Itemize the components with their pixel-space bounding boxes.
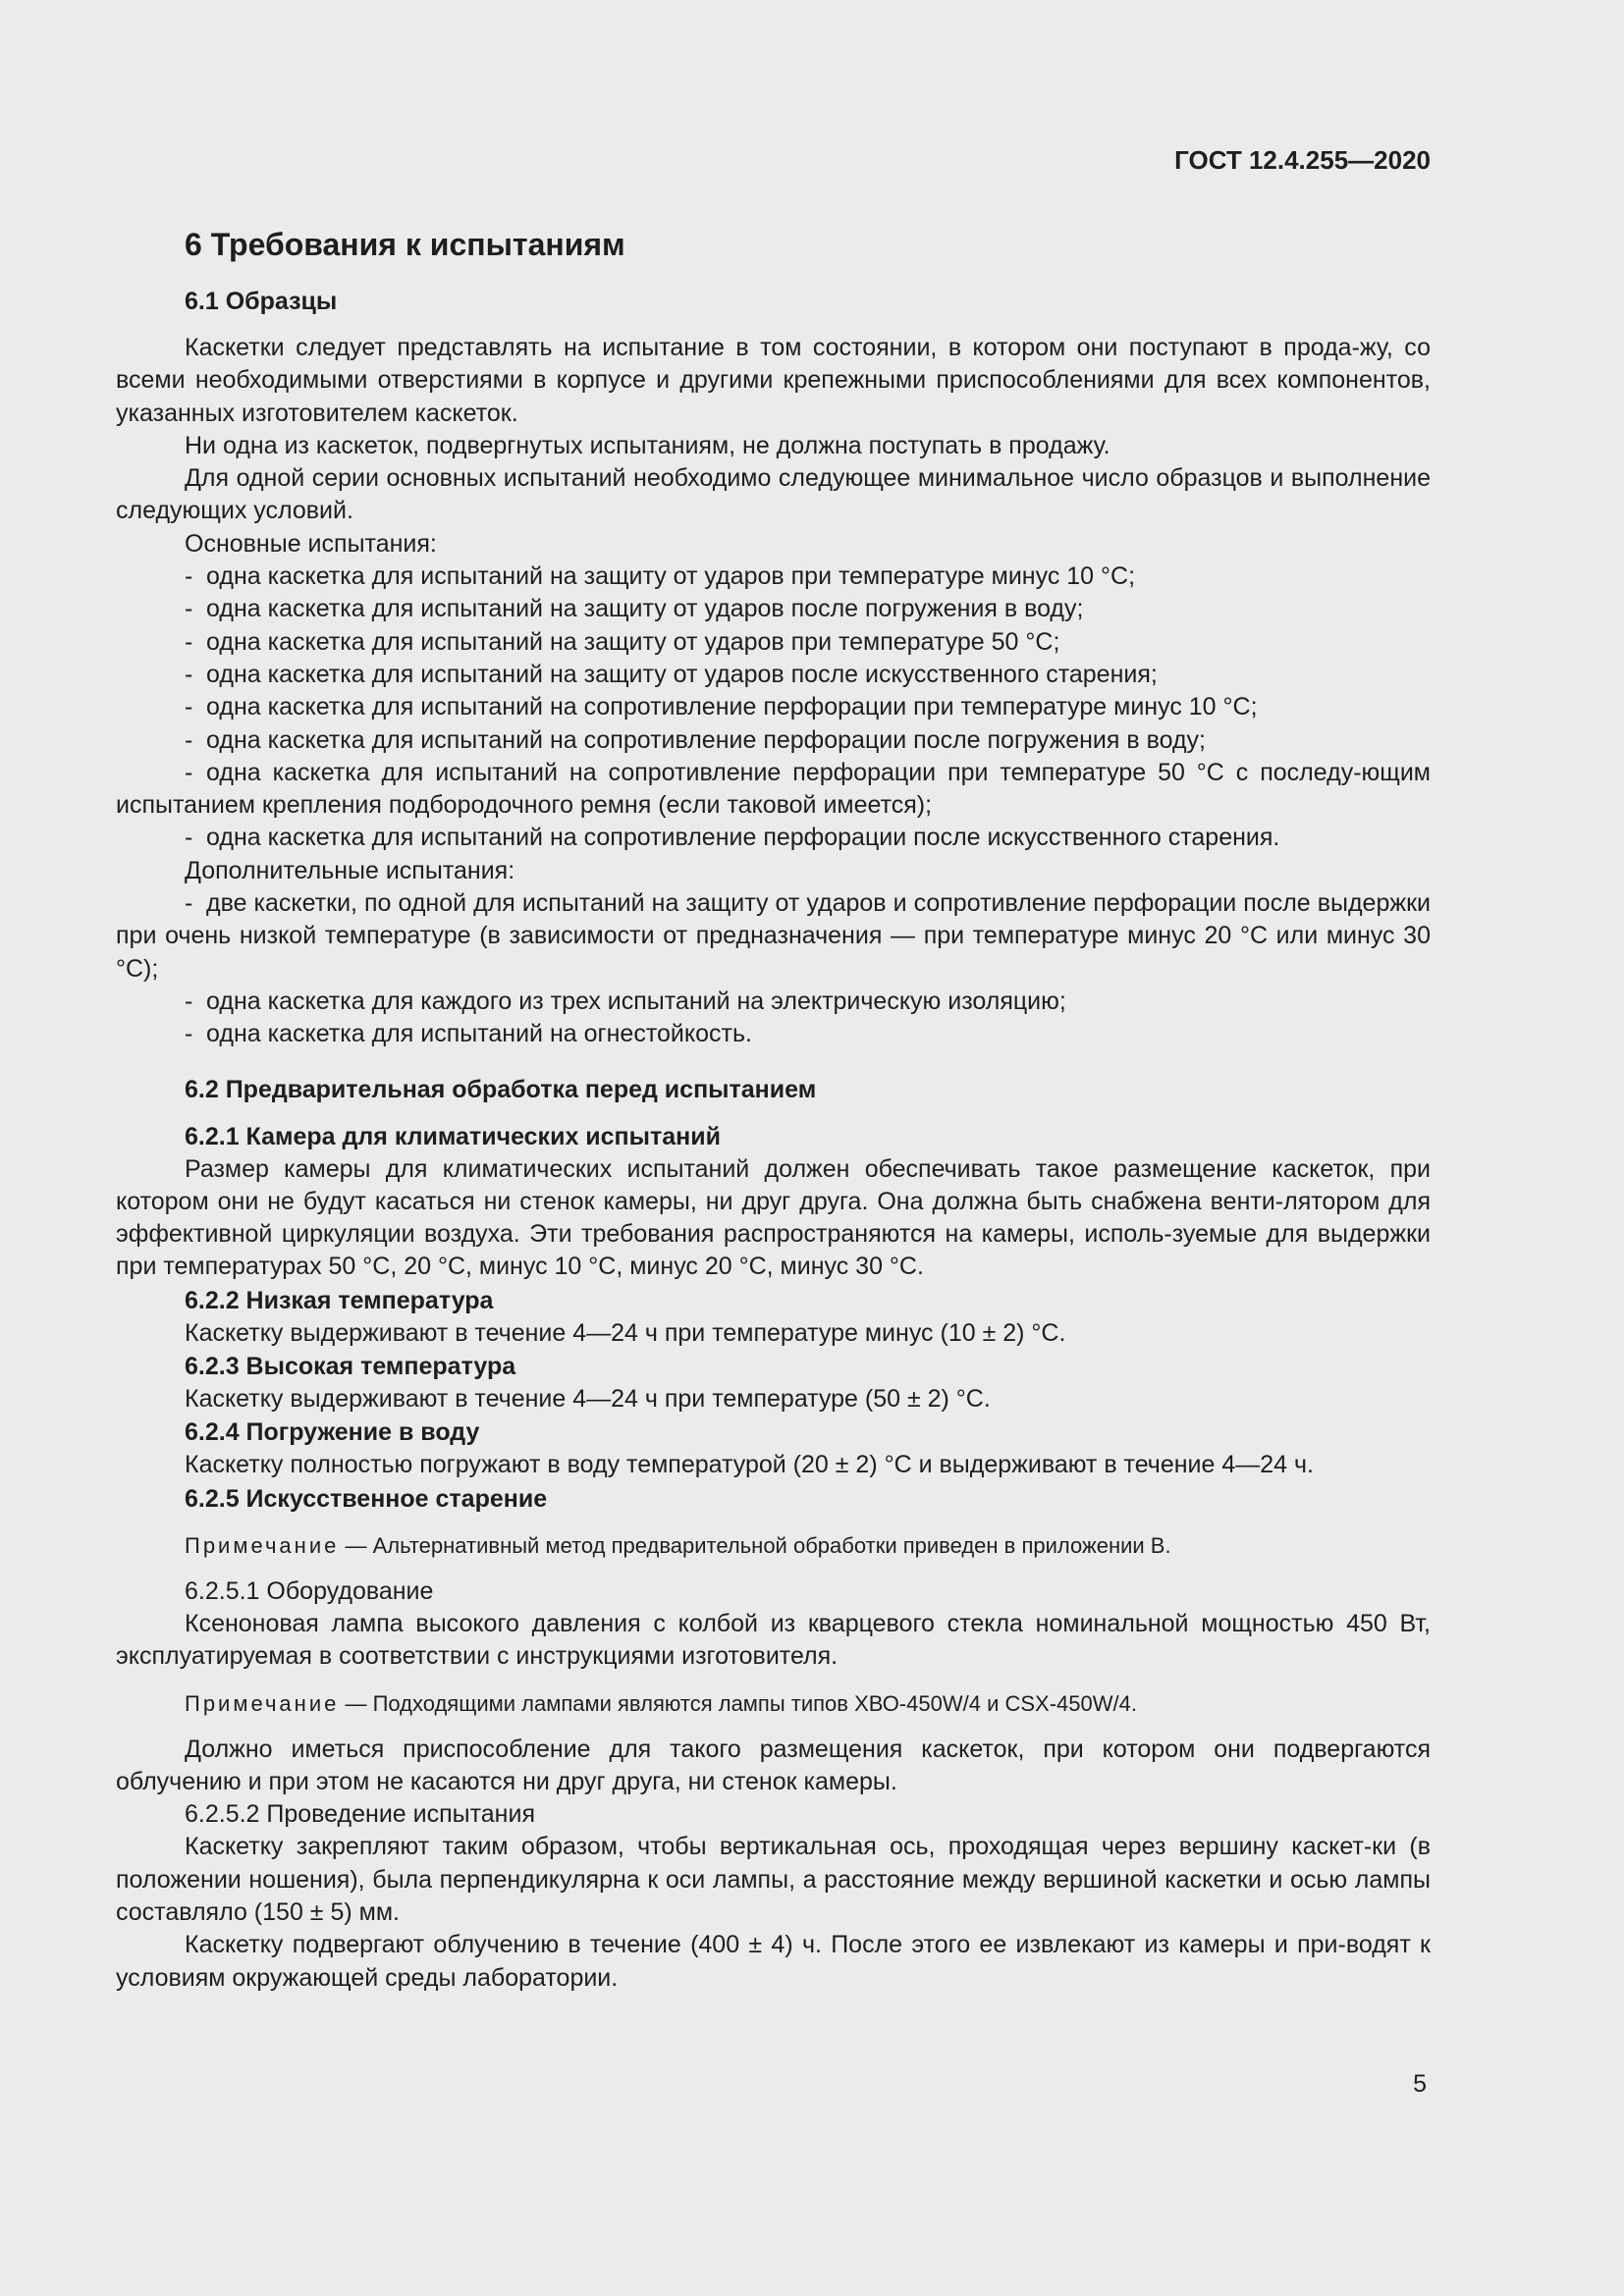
list-item: - одна каскетка для испытаний на защиту от ударов при температуре минус 10 °С; [185,562,1136,591]
note-label: Примечание [185,1690,340,1716]
paragraph: Должно иметься приспособление для такого размещения каскеток, при котором они подвергаются облучению и при этом не касаются ни друг друга, ни стенок камеры. [116,1735,1431,1795]
list-item: - две каскетки, по одной для испытаний на защиту от ударов и сопротивление перфорации после выдержки при очень низкой температуре (в зависимости от предназначения — при температуре минус 20 °С или минус 30 °С); [116,889,1431,983]
heading-6-2-4: 6.2.4 Погружение в воду [185,1418,480,1447]
note-label: Примечание [185,1532,340,1558]
paragraph: Каскетку закрепляют таким образом, чтобы вертикальная ось, проходящая через вершину каскет-ки (в положении ношения), была перпендикулярна к оси лампы, а расстояние между вершиной каскетки и осью лампы составляло (150 ± 5) мм. [116,1833,1431,1926]
list-item: - одна каскетка для каждого из трех испытаний на электрическую изоляцию; [185,987,1066,1015]
paragraph: Каскетки следует представлять на испытание в том состоянии, в котором они поступают в прода-жу, со всеми необходимыми отверстиями в корпусе и другими крепежными приспособлениями для всех компонентов, указанных изготовителем каскеток. [116,334,1431,427]
section-title: 6 Требования к испытаниям [185,227,625,262]
paragraph: Размер камеры для климатических испытаний должен обеспечивать такое размещение каскеток, при котором они не будут касаться ни стенок камеры, ни друг друга. Она должна быть снабжена венти-лятором для эффективной циркуляции воздуха. Эти требования распространяются на камеры, исполь-зуемые для выдержки при температурах 50 °С, 20 °С, минус 10 °С, минус 20 °С, минус 30 °С. [116,1154,1431,1281]
list-item: - одна каскетка для испытаний на сопротивление перфорации после искусственного старения. [185,824,1280,852]
basic-tests-label: Основные испытания: [185,529,437,558]
heading-6-2-5-1: 6.2.5.1 Оборудование [185,1576,434,1605]
heading-6-2-5: 6.2.5 Искусственное старение [185,1484,548,1513]
heading-6-2-3: 6.2.3 Высокая температура [185,1353,516,1381]
heading-6-2: 6.2 Предварительная обработка перед испытанием [185,1075,817,1103]
list-item: - одна каскетка для испытаний на сопротивление перфорации при температуре 50 °С с последу-ющим испытанием крепления подбородочного ремня (если таковой имеется); [116,758,1431,820]
list-item: - одна каскетка для испытаний на сопротивление перфорации при температуре минус 10 °С; [185,693,1258,721]
paragraph: Каскетку полностью погружают в воду температурой (20 ± 2) °С и выдерживают в течение 4—24 ч. [185,1451,1314,1479]
heading-6-2-2: 6.2.2 Низкая температура [185,1286,494,1314]
list-item: - одна каскетка для испытаний на защиту от ударов после искусственного старения; [185,660,1158,688]
paragraph: Каскетку подвергают облучению в течение (400 ± 4) ч. После этого ее извлекают из камеры и при-водят к условиям окружающей среды лаборатории. [116,1931,1431,1992]
heading-6-2-5-2: 6.2.5.2 Проведение испытания [185,1800,535,1829]
note: Примечание — Альтернативный метод предварительной обработки приведен в приложении В. [185,1532,1171,1558]
list-item: - одна каскетка для испытаний на защиту от ударов при температуре 50 °С; [185,627,1060,656]
paragraph: Каскетку выдерживают в течение 4—24 ч при температуре минус (10 ± 2) °С. [185,1318,1066,1347]
page-content [116,218,1431,1995]
heading-6-1: 6.1 Образцы [185,288,338,315]
list-item: - одна каскетка для испытаний на защиту от ударов после погружения в воду; [185,595,1084,623]
paragraph: Ни одна из каскеток, подвергнутых испытаниям, не должна поступать в продажу. [185,431,1110,459]
extra-tests-label: Дополнительные испытания: [185,856,515,884]
page-number: 5 [1413,2070,1427,2098]
list-item: - одна каскетка для испытаний на сопротивление перфорации после погружения в воду; [185,725,1206,754]
paragraph: Для одной серии основных испытаний необходимо следующее минимальное число образцов и выполнение следующих условий. [116,464,1431,525]
document-id: ГОСТ 12.4.255—2020 [1174,145,1431,175]
list-item: - одна каскетка для испытаний на огнестойкость. [185,1020,752,1048]
paragraph: Каскетку выдерживают в течение 4—24 ч при температуре (50 ± 2) °С. [185,1385,991,1414]
note: Примечание — Подходящими лампами являются лампы типов ХВО-450W/4 и CSX-450W/4. [185,1690,1137,1716]
heading-6-2-1: 6.2.1 Камера для климатических испытаний [185,1122,721,1150]
paragraph: Ксеноновая лампа высокого давления с колбой из кварцевого стекла номинальной мощностью 450 Вт, эксплуатируемая в соответствии с инструкциями изготовителя. [116,1609,1431,1671]
